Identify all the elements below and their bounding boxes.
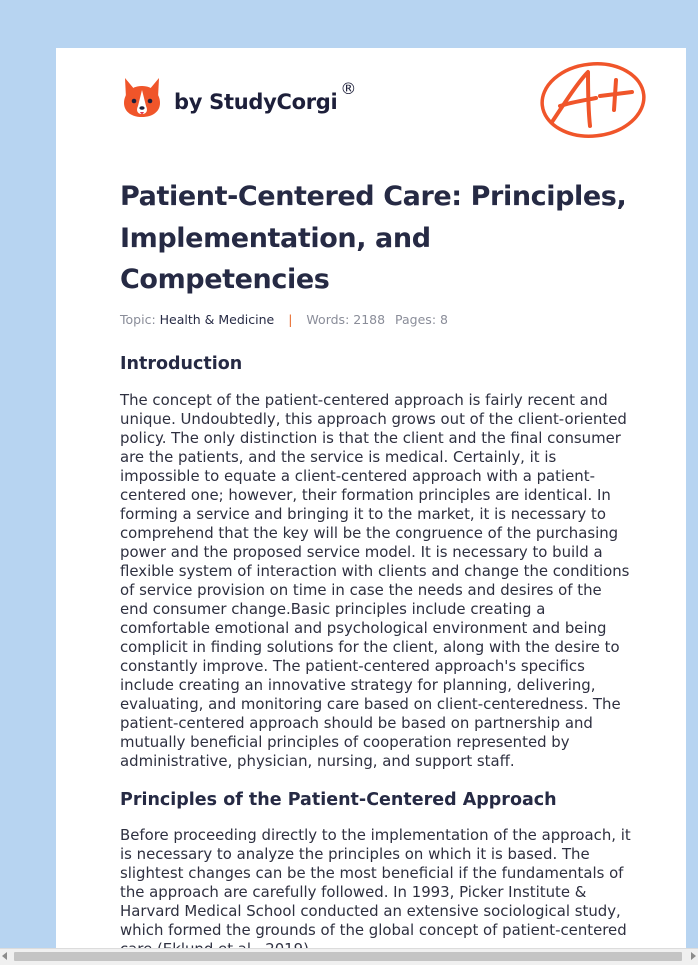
page-count: Pages: 8 — [395, 312, 448, 327]
section-heading-principles: Principles of the Patient-Centered Approach — [120, 790, 557, 810]
section-body-introduction: The concept of the patient-centered approach is fairly recent and unique. Undoubtedly, this approach grows out of the client-oriented policy. The only distinction is that the client and the final consumer are the patients, and the service is medical. Certainly, it is impossible to equate a client-centered approach with a patient-centered one; however, their formation principles are identical. In forming a service and bringing it to the market, it is necessary to comprehend that the key will be the congruence of the purchasing power and the proposed service model. It is necessary to build a flexible system of interaction with clients and change the conditions of service provision on time in case the needs and desires of the end consumer change.Basic principles include creating a comfortable emotional and psychological environment and being complicit in finding solutions for the client, along with the desire to constantly improve. The patient-centered approach's specifics include creating an innovative strategy for planning, delivering, evaluating, and monitoring care based on client-centeredness. The patient-centered approach should be based on partnership and mutually beneficial principles of cooperation represented by administrative, physician, nursing, and support staff. — [120, 391, 630, 770]
section-body-principles: Before proceeding directly to the implementation of the approach, it is necessary to analyze the principles on which it is based. The slightest changes can be the most beneficial if the fundamentals of the approach are carefully followed. In 1993, Picker Institute & Harvard Medical School conducted an extensive sociological study, which formed the grounds of the global concept of patient-centered — [120, 826, 631, 939]
article-meta — [120, 312, 448, 327]
scroll-right-icon[interactable] — [691, 952, 696, 960]
document-page — [56, 48, 686, 964]
page-title: Patient-Centered Care: Principles, Implementation, and Competencies — [120, 181, 627, 295]
scrollbar-thumb[interactable] — [14, 952, 682, 961]
scroll-left-icon[interactable] — [2, 952, 7, 960]
horizontal-scrollbar[interactable] — [0, 948, 698, 965]
topic-link[interactable]: Health & Medicine — [159, 312, 275, 327]
a-plus-grade-icon — [538, 60, 648, 140]
meta-separator: | — [288, 312, 293, 327]
registered-mark: ® — [340, 78, 357, 98]
brand-name: by StudyCorgi — [174, 90, 338, 114]
word-count: Words: 2188 — [306, 312, 386, 327]
section-heading-introduction: Introduction — [120, 354, 243, 374]
topic-label: Topic: — [120, 312, 156, 327]
brand-header[interactable] — [122, 76, 356, 120]
corgi-logo-icon — [122, 76, 162, 120]
